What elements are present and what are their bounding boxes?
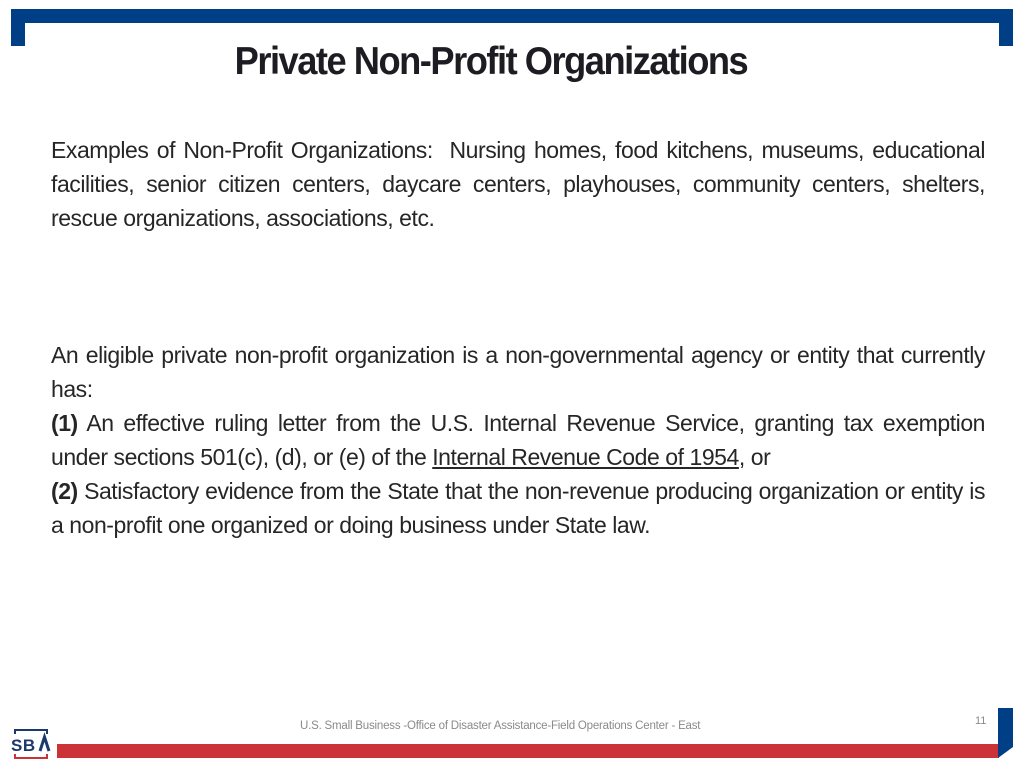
examples-text: Examples of Non-Profit Organizations: Nursing homes, food kitchens, museums, educational facilities, senior citizen centers, daycare centers, playhouses, community centers, shelters, rescue organizations, associations, etc.: [51, 137, 991, 231]
item-2-marker: (2): [51, 478, 78, 504]
footer-blue-corner: [998, 708, 1013, 758]
sba-logo-icon: [10, 728, 52, 760]
footer-red-bar: [57, 744, 999, 758]
item-1-marker: (1): [51, 410, 78, 436]
eligibility-item-1: [51, 406, 985, 474]
internal-revenue-code-link[interactable]: Internal Revenue Code of 1954: [432, 444, 739, 470]
header-blue-bar: [11, 9, 1013, 23]
page-number: 11: [975, 715, 987, 727]
svg-text:SB: SB: [11, 736, 36, 755]
examples-paragraph: [51, 133, 991, 235]
footer-organization-text: U.S. Small Business -Office of Disaster Assistance-Field Operations Center - East: [300, 720, 701, 732]
eligibility-intro: An eligible private non-profit organization is a non-governmental agency or entity that currently has:: [51, 342, 985, 402]
eligibility-item-2: [51, 474, 985, 542]
header-left-bracket: [11, 9, 25, 46]
header-right-bracket: [999, 9, 1013, 46]
item-1-suffix: , or: [738, 444, 771, 470]
item-1-text: An effective ruling letter from the U.S. Internal Revenue Service, granting tax exemption under sections 501(c), (d), or (e) of the: [51, 410, 985, 470]
item-2-text: Satisfactory evidence from the State that the non-revenue producing organization or entity is a non-profit one organized or doing business under State law.: [51, 478, 985, 538]
eligibility-section: [51, 338, 985, 542]
slide-title: Private Non-Profit Organizations: [234, 40, 748, 83]
